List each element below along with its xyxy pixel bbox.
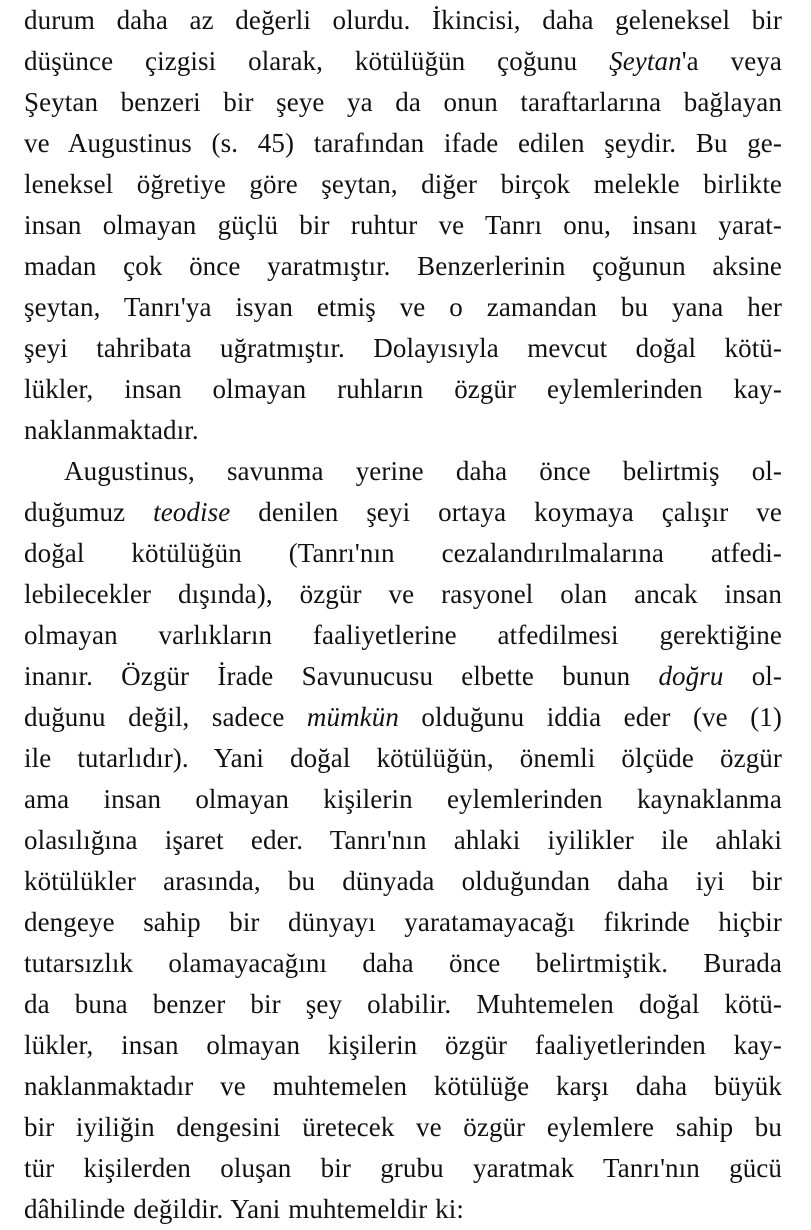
- text-line: naklanmaktadır ve muhtemelen kötülüğe karşı daha büyük: [24, 1071, 782, 1101]
- text-line: ve Augustinus (s. 45) tarafından ifade edilen şeydir. Bu ge-: [24, 128, 782, 158]
- text-line: düşünce çizgisi olarak, kötülüğün çoğunu Şeytan'a veya: [24, 46, 782, 76]
- text-line: Şeytan benzeri bir şeye ya da onun taraftarlarına bağlayan: [24, 87, 782, 117]
- paragraph-2: [24, 451, 782, 1230]
- paragraph-1: [24, 0, 782, 451]
- text-line: insan olmayan güçlü bir ruhtur ve Tanrı onu, insanı yarat-: [24, 210, 782, 240]
- text-line: duğumuz teodise denilen şeyi ortaya koymaya çalışır ve: [24, 497, 782, 527]
- text-line: madan çok önce yaratmıştır. Benzerlerinin çoğunun aksine: [24, 251, 782, 281]
- text-line: olasılığına işaret eder. Tanrı'nın ahlaki iyilikler ile ahlaki: [24, 825, 782, 855]
- text-line: dengeye sahip bir dünyayı yaratamayacağı fikrinde hiçbir: [24, 907, 782, 937]
- text-line: bir iyiliğin dengesini üretecek ve özgür eylemlere sahip bu: [24, 1112, 782, 1142]
- text-line: duğunu değil, sadece mümkün olduğunu iddia eder (ve (1): [24, 702, 782, 732]
- text-line: Augustinus, savunma yerine daha önce belirtmiş ol-: [64, 456, 782, 486]
- text-line: durum daha az değerli olurdu. İkincisi, daha geleneksel bir: [24, 5, 782, 35]
- text-line: şeytan, Tanrı'ya isyan etmiş ve o zamandan bu yana her: [24, 292, 782, 322]
- text-line: lükler, insan olmayan kişilerin özgür faaliyetlerinden kay-: [24, 1030, 782, 1060]
- text-line: tutarsızlık olamayacağını daha önce belirtmiştik. Burada: [24, 948, 782, 978]
- text-line: naklanmaktadır.: [24, 415, 199, 445]
- text-line: kötülükler arasında, bu dünyada olduğundan daha iyi bir: [24, 866, 782, 896]
- text-line: ama insan olmayan kişilerin eylemlerinden kaynaklanma: [24, 784, 782, 814]
- text-line: lebilecekler dışında), özgür ve rasyonel olan ancak insan: [24, 579, 782, 609]
- text-line: şeyi tahribata uğratmıştır. Dolayısıyla mevcut doğal kötü-: [24, 333, 782, 363]
- text-line: leneksel öğretiye göre şeytan, diğer birçok melekle birlikte: [24, 169, 782, 199]
- text-line: tür kişilerden oluşan bir grubu yaratmak Tanrı'nın gücü: [24, 1153, 782, 1183]
- text-line: doğal kötülüğün (Tanrı'nın cezalandırılmalarına atfedi-: [24, 538, 782, 568]
- text-line: dâhilinde değildir. Yani muhtemeldir ki:: [24, 1194, 464, 1224]
- document-page: [24, 0, 782, 1230]
- text-line: lükler, insan olmayan ruhların özgür eylemlerinden kay-: [24, 374, 782, 404]
- text-line: olmayan varlıkların faaliyetlerine atfedilmesi gerektiğine: [24, 620, 782, 650]
- text-line: inanır. Özgür İrade Savunucusu elbette bunun doğru ol-: [24, 661, 782, 691]
- text-line: da buna benzer bir şey olabilir. Muhtemelen doğal kötü-: [24, 989, 782, 1019]
- text-line: ile tutarlıdır). Yani doğal kötülüğün, önemli ölçüde özgür: [24, 743, 782, 773]
